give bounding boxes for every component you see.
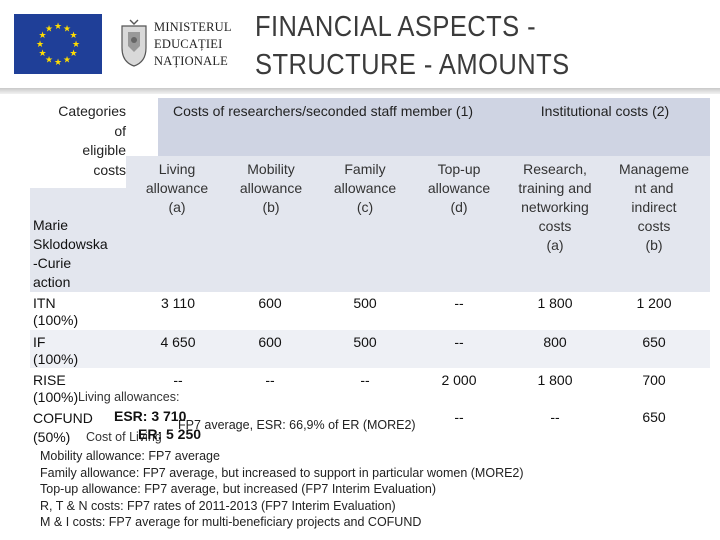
table-cell: 3 110: [161, 295, 195, 311]
table-cell: --: [173, 372, 183, 388]
table-cell: 800: [543, 334, 567, 350]
footnote-line: Top-up allowance: FP7 average, but increased (FP7 Interim Evaluation): [40, 482, 437, 497]
table-cell: 1 800: [537, 372, 573, 388]
page-title: FINANCIAL ASPECTS - STRUCTURE - AMOUNTS: [255, 11, 570, 81]
footnotes: [40, 448, 524, 531]
col-family-allowance: Family allowance (c): [333, 161, 397, 215]
costs-table: [30, 98, 710, 405]
svg-text:★: ★: [69, 31, 78, 41]
institutional-costs-header: Institutional costs (2): [540, 103, 670, 119]
eu-stars-icon: [14, 14, 102, 74]
table-cell: 650: [642, 409, 666, 425]
svg-text:★: ★: [44, 24, 54, 35]
table-cell: --: [550, 409, 560, 425]
eu-flag-logo: [14, 14, 102, 74]
table-cell: --: [454, 295, 464, 311]
col-topup-allowance: Top-up allowance (d): [427, 161, 491, 215]
col-research-costs: Research, training and networking costs (a): [518, 161, 592, 253]
ministry-name: MINISTERUL EDUCAȚIEI NAȚIONALE: [154, 20, 232, 68]
footnote-line: M & I costs: FP7 average for multi-beneficiary projects and COFUND: [40, 515, 422, 530]
table-cell: 500: [353, 295, 377, 311]
ministry-logo: [118, 16, 236, 72]
table-cell: 700: [642, 372, 666, 388]
svg-text:★: ★: [71, 40, 81, 50]
svg-text:★: ★: [53, 58, 63, 68]
coat-of-arms-icon: [118, 18, 150, 68]
svg-text:★: ★: [69, 49, 78, 59]
action-header: Marie Sklodowska -Curie action: [33, 217, 108, 290]
svg-text:★: ★: [62, 55, 72, 66]
row-label-cofund: COFUND: [33, 410, 93, 426]
table-cell: 1 800: [537, 295, 573, 311]
cofund-note: FP7 average, ESR: 66,9% of ER (MORE2): [178, 418, 416, 432]
researcher-costs-header: Costs of researchers/seconded staff member (1): [172, 103, 474, 119]
row-label-itn: ITN (100%): [33, 295, 79, 328]
row-label-rise: RISE (100%): [33, 372, 79, 405]
table-cell: 500: [353, 334, 377, 350]
table-cell: 4 650: [160, 334, 196, 350]
table-cell: --: [360, 372, 370, 388]
footnote-line: Mobility allowance: FP7 average: [40, 449, 220, 463]
svg-text:★: ★: [38, 49, 47, 59]
ghost-text: Cost of Living: [86, 430, 162, 444]
row-label-if: IF (100%): [33, 334, 79, 367]
table-cell: --: [454, 334, 464, 350]
table-cell: 1 200: [636, 295, 672, 311]
cofund-esr-amount: ESR: 3 710: [114, 408, 187, 424]
cofund-er-amount: ER: 5 250: [138, 426, 202, 442]
table-cell: 600: [258, 334, 282, 350]
table-cell: --: [265, 372, 275, 388]
col-living-allowance: Living allowance (a): [145, 161, 209, 215]
ghost-text: Living allowances:: [78, 390, 180, 404]
header-divider: [0, 88, 720, 94]
svg-text:★: ★: [44, 55, 54, 66]
footnote-line: Family allowance: FP7 average, but increased to support in particular women (MORE2): [40, 465, 524, 480]
table-cell: 650: [642, 334, 666, 350]
categories-header: Categories of eligible costs: [58, 103, 126, 178]
footnote-line: R, T & N costs: FP7 rates of 2011-2013 (FP7 Interim Evaluation): [40, 498, 396, 513]
table-cell: 2 000: [441, 372, 477, 388]
table-cell: 600: [258, 295, 282, 311]
svg-text:★: ★: [35, 40, 45, 50]
table-cell: --: [454, 409, 464, 425]
svg-text:★: ★: [53, 22, 63, 32]
col-mobility-allowance: Mobility allowance (b): [239, 161, 303, 215]
svg-text:★: ★: [38, 31, 47, 41]
svg-text:★: ★: [62, 24, 72, 35]
col-management-costs: Manageme nt and indirect costs (b): [618, 161, 690, 253]
row-label-cofund-percent: (50%): [33, 429, 71, 445]
